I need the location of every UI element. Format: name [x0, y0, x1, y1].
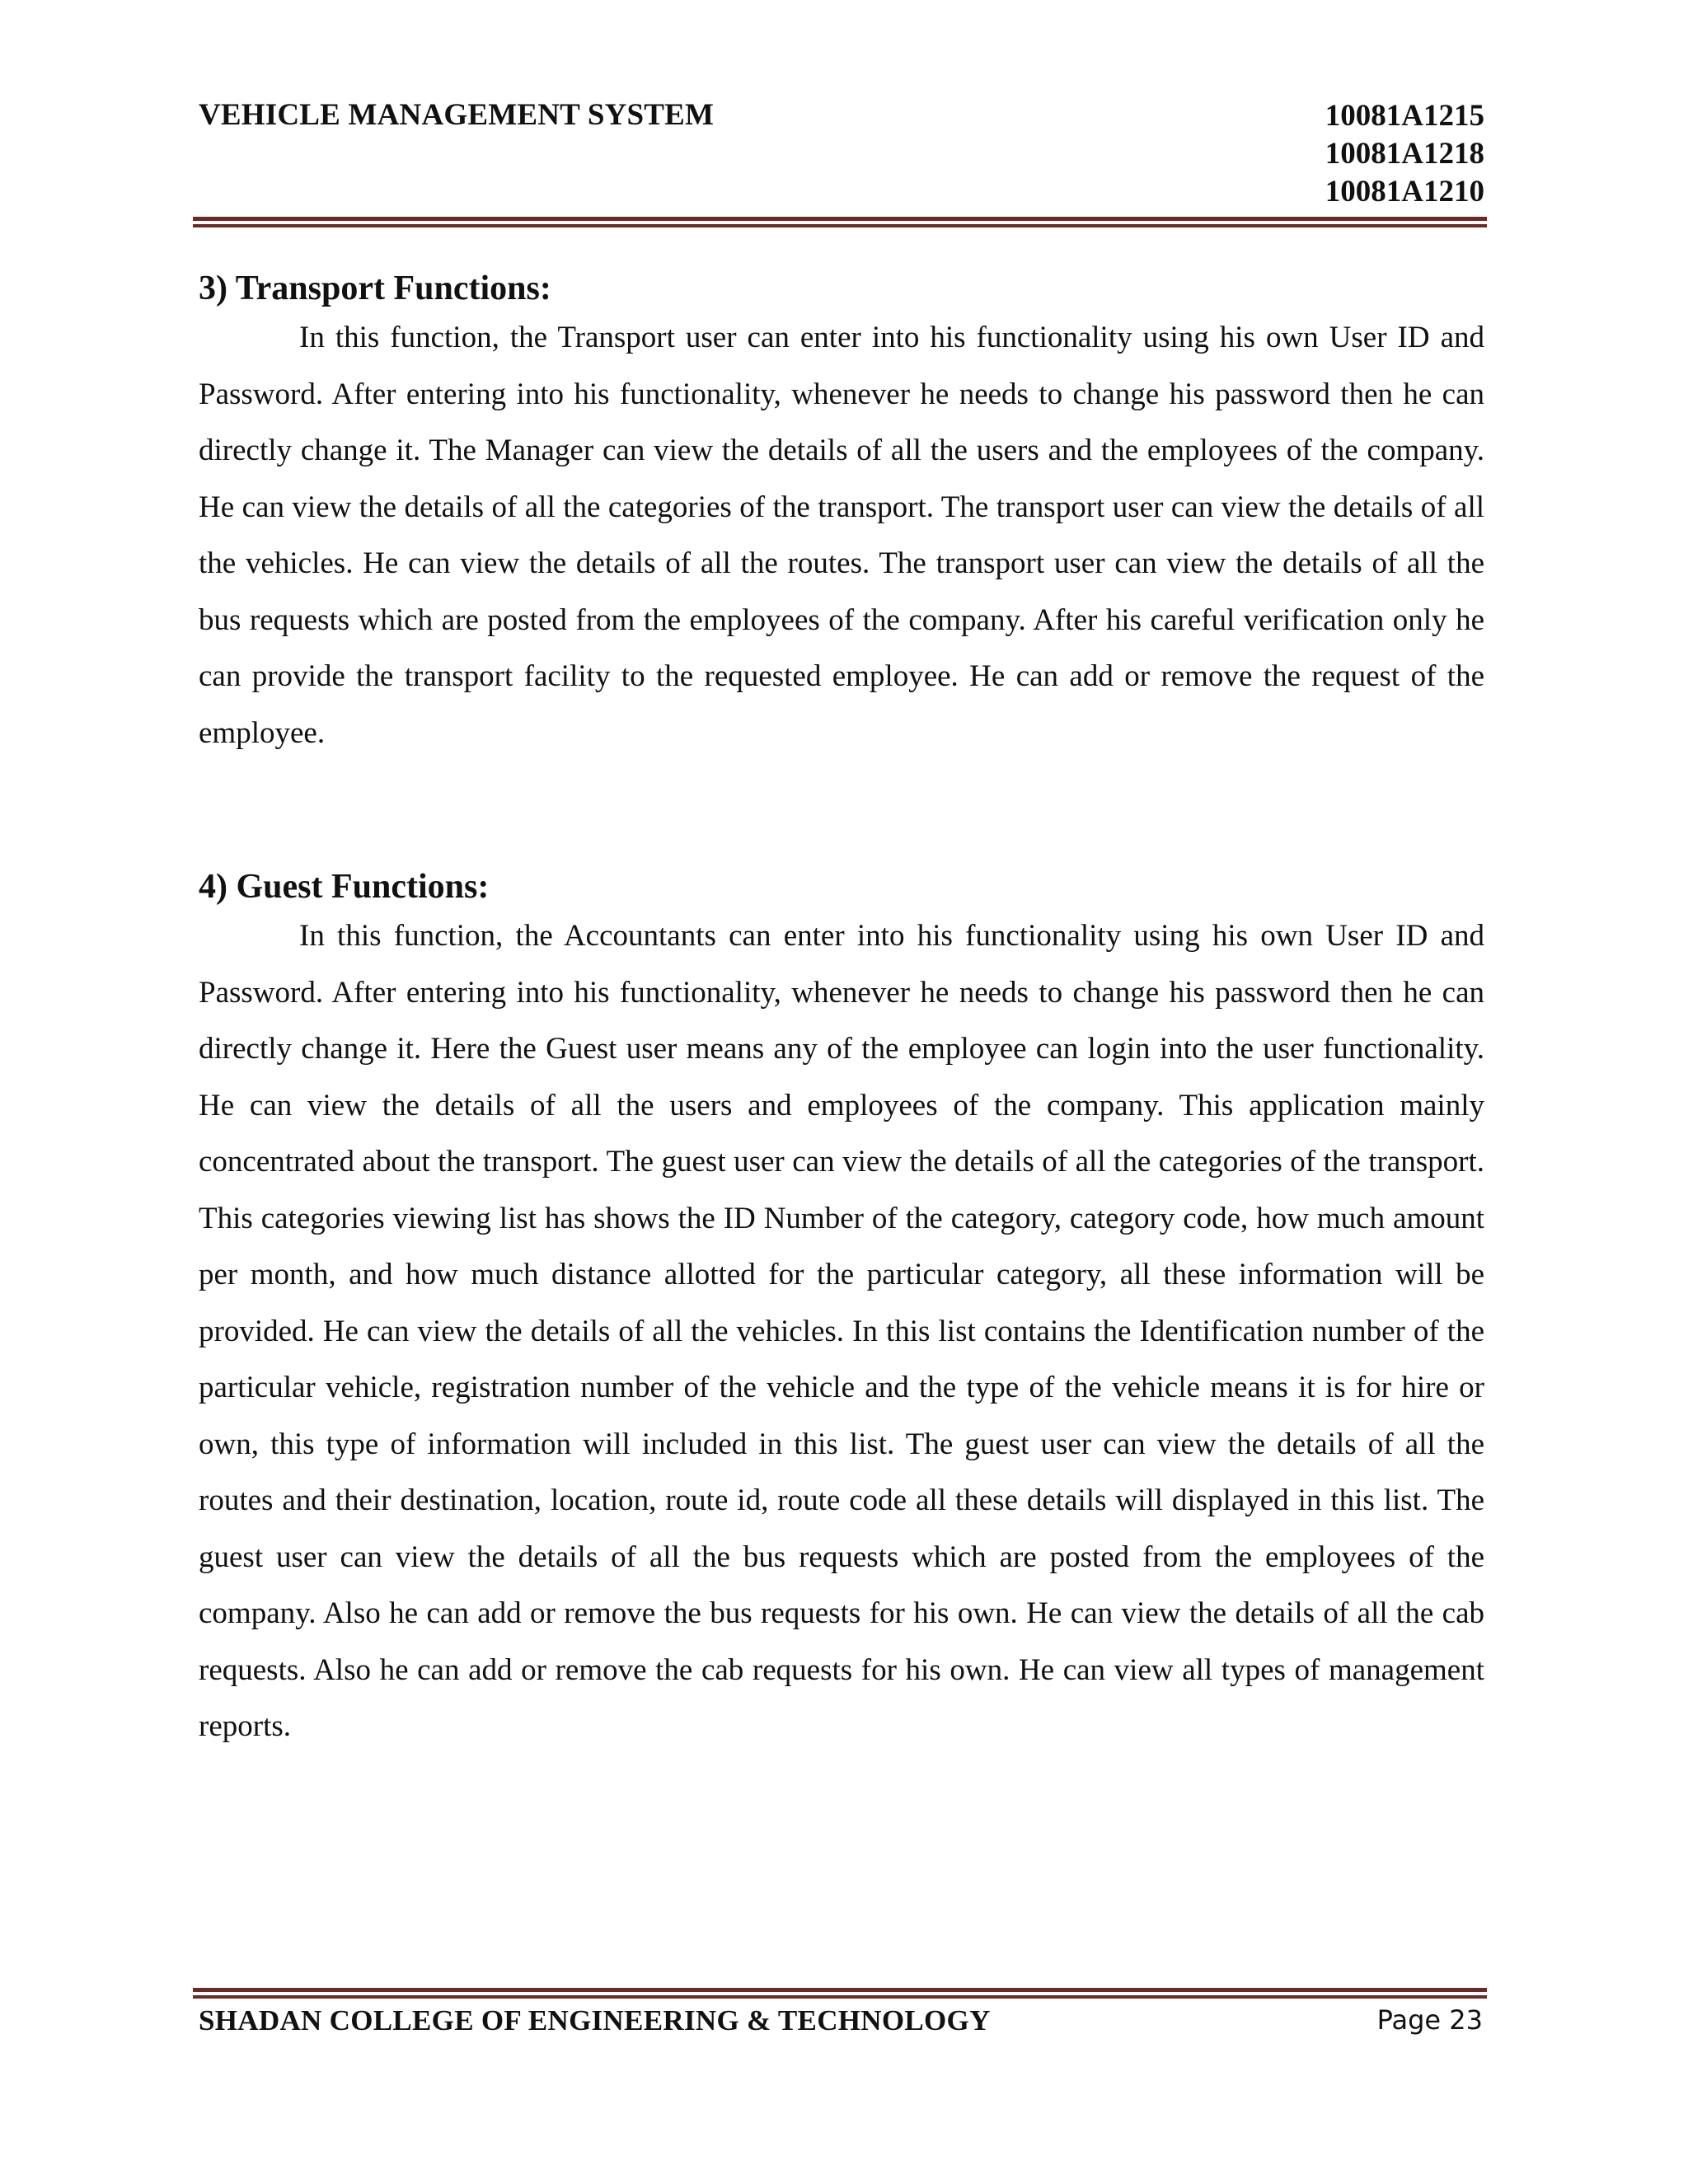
page-number: Page 23: [1376, 2004, 1483, 2036]
section-body: In this function, the Transport user can enter into his functionality using his own User ID and Password. After entering into his functionality, whenever he needs to change his password then he can directly change it. The Manager can view the details of all the users and the employees of the company. He can view the details of all the categories of the transport. The transport user can view the details of all the vehicles. He can view the details of all the routes. The transport user can view the details of all the bus requests which are posted from the employees of the company. After his careful verification only he can provide the transport facility to the requested employee. He can add or remove the request of the employee.: [199, 321, 1484, 750]
section-body: In this function, the Accountants can enter into his functionality using his own User ID and Password. After entering into his functionality, whenever he needs to change his password then he can directly change it. Here the Guest user means any of the employee can login into the user functionality. He can view the details of all the users and employees of the company. This application mainly concentrated about the transport. The guest user can view the details of all the categories of the transport. This categories viewing list has shows the ID Number of the category, category code, how much amount per month, and how much distance allotted for the particular category, all these information will be provided. He can view the details of all the vehicles. In this list contains the Identification number of the particular vehicle, registration number of the vehicle and the type of the vehicle means it is for hire or own, this type of information will included in this list. The guest user can view the details of all the routes and their destination, location, route id, route code all these details will displayed in this list. The guest user can view the details of all the bus requests which are posted from the employees of the company. Also he can add or remove the bus requests for his own. He can view the details of all the cab requests. Also he can add or remove the cab requests for his own. He can view all types of management reports.: [199, 919, 1484, 1743]
section-heading: 4) Guest Functions:: [199, 868, 490, 906]
student-id: 10081A1215: [1325, 99, 1484, 133]
student-id: 10081A1218: [1325, 137, 1484, 171]
page-header: [199, 97, 1484, 213]
student-ids: [1325, 97, 1484, 211]
section-guest-functions: [199, 865, 1484, 1755]
student-id: 10081A1210: [1325, 175, 1484, 209]
footer-divider: [193, 1988, 1487, 1999]
header-divider: [193, 217, 1487, 227]
document-title: VEHICLE MANAGEMENT SYSTEM: [199, 98, 715, 132]
page-footer: [199, 2004, 1484, 2046]
section-heading: 3) Transport Functions:: [199, 269, 551, 307]
college-name: SHADAN COLLEGE OF ENGINEERING & TECHNOLOGY: [199, 2004, 991, 2036]
section-transport-functions: [199, 267, 1484, 762]
